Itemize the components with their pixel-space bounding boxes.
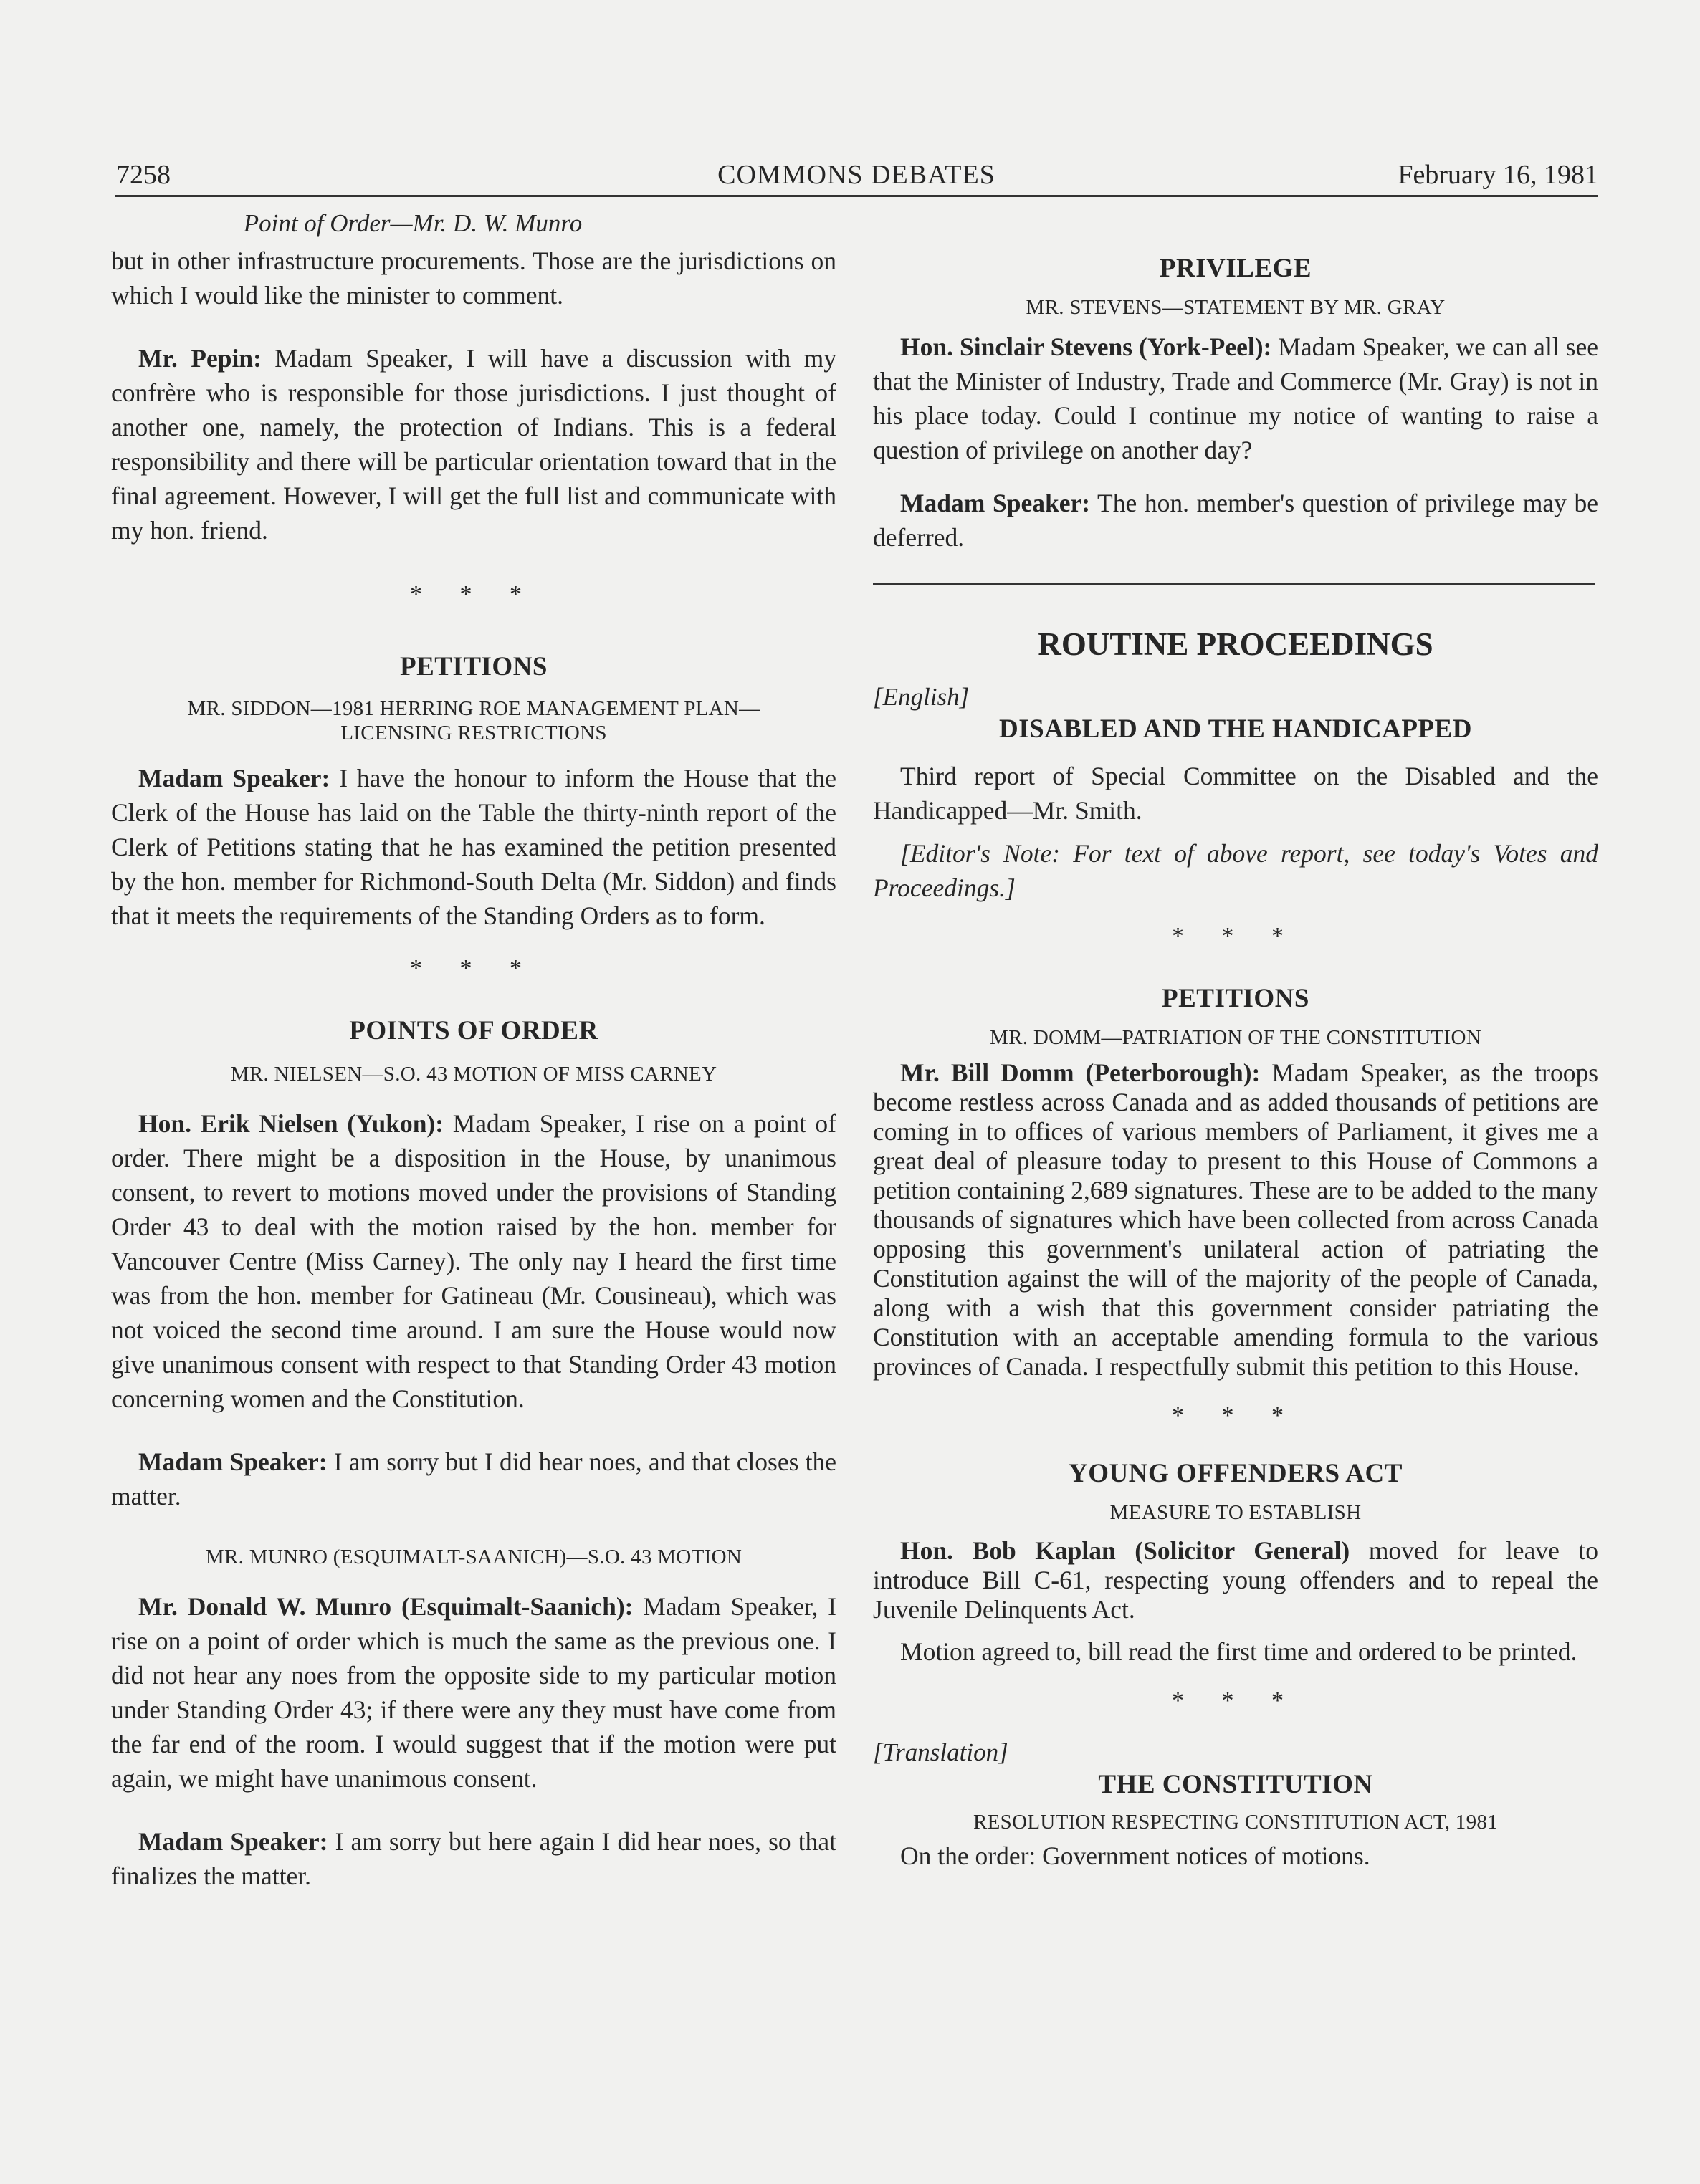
speech-text: Madam Speaker, I will have a discussion with my confrère who is responsible for those jurisdictions. I just thought of another one, namely, the protection of Indians. This is a federal responsibility and there will be particular orientation toward that in the final agreement. However, I will get the full list and communicate with my hon. friend. [111, 344, 837, 545]
speech-text: Madam Speaker, I rise on a point of order. There might be a disposition in the House, by unanimous consent, to revert to motions moved under the provisions of Standing Order 43 to deal with the motion raised by the hon. member for Vancouver Centre (Miss Carney). The only nay I heard the first time was from the hon. member for Gatineau (Mr. Cousineau), which was not voiced the second time around. I am sure the House would now give unanimous consent with respect to that Standing Order 43 motion concerning women and the Constitution. [111, 1109, 837, 1413]
paragraph [111, 1589, 836, 1796]
section-title: DISABLED AND THE HANDICAPPED [999, 714, 1472, 744]
language-marker: [Translation] [873, 1738, 1008, 1766]
section-subtitle: MR. DOMM—PATRIATION OF THE CONSTITUTION [990, 1026, 1481, 1049]
publication-title: COMMONS DEBATES [717, 160, 995, 190]
major-section-title: ROUTINE PROCEEDINGS [1038, 626, 1433, 662]
paragraph [873, 1536, 1598, 1624]
speaker-name: Madam Speaker: [138, 1447, 328, 1476]
section-title: YOUNG OFFENDERS ACT [1069, 1459, 1403, 1488]
speaker-name: Madam Speaker: [138, 764, 330, 792]
speaker-name: Mr. Pepin: [138, 344, 262, 373]
page-number: 7258 [116, 160, 171, 190]
right-column [873, 208, 1598, 1873]
section-separator: * * * [410, 955, 538, 982]
speaker-name: Hon. Bob Kaplan (Solicitor General) [900, 1536, 1350, 1565]
paragraph: On the order: Government notices of motions. [900, 1841, 1370, 1870]
section-separator: * * * [410, 581, 538, 608]
section-separator: * * * [1172, 1402, 1299, 1429]
speech-text: I have the honour to inform the House that the Clerk of the House has laid on the Table the thirty-ninth report of the Clerk of Petitions stating that he has examined the petition presented by the hon. member for Richmond-South Delta (Mr. Siddon) and finds that it meets the requirements of the Standing Orders as to form. [111, 764, 836, 930]
paragraph [873, 1058, 1598, 1381]
section-subtitle: MR. MUNRO (ESQUIMALT-SAANICH)—S.O. 43 MOTION [205, 1546, 742, 1568]
section-title: PETITIONS [399, 652, 548, 681]
speaker-name: Madam Speaker: [900, 489, 1091, 517]
section-subtitle: RESOLUTION RESPECTING CONSTITUTION ACT, 1981 [973, 1811, 1498, 1834]
section-subtitle: MR. STEVENS—STATEMENT BY MR. GRAY [1026, 296, 1446, 319]
speech-text: Madam Speaker, I rise on a point of order which is much the same as the previous one. I did not hear any noes from the opposite side to my particular motion under Standing Order 43; if there were any they must have come from the far end of the room. I would suggest that if the motion were put again, we might have unanimous consent. [111, 1592, 837, 1793]
page-header [115, 152, 1598, 197]
paragraph [111, 1824, 836, 1893]
section-title: POINTS OF ORDER [349, 1016, 598, 1045]
speech-text: I am sorry but here again I did hear noes, so that finalizes the matter. [111, 1827, 836, 1890]
speaker-name: Madam Speaker: [138, 1827, 328, 1856]
speech-text: moved for leave to introduce Bill C-61, respecting young offenders and to repeal the Juvenile Delinquents Act. [873, 1536, 1599, 1624]
speech-text: Madam Speaker, we can all see that the Minister of Industry, Trade and Commerce (Mr. Gray) is not in his place today. Could I continue my notice of wanting to raise a question of privilege on another day? [873, 332, 1598, 464]
section-subtitle: MEASURE TO ESTABLISH [1109, 1501, 1362, 1524]
speaker-name: Hon. Sinclair Stevens (York-Peel): [900, 332, 1272, 361]
page-date: February 16, 1981 [1398, 160, 1598, 190]
language-marker: [English] [873, 683, 970, 711]
paragraph: but in other infrastructure procurements. Those are the jurisdictions on which I would like the minister to comment. [111, 246, 836, 310]
speech-text: The hon. member's question of privilege may be deferred. [873, 489, 1598, 552]
section-title: PRIVILEGE [1159, 254, 1312, 283]
paragraph [111, 1106, 836, 1416]
paragraph [111, 341, 836, 547]
paragraph: Motion agreed to, bill read the first time and ordered to be printed. [900, 1637, 1577, 1666]
running-head: Point of Order—Mr. D. W. Munro [243, 209, 583, 237]
speaker-name: Mr. Donald W. Munro (Esquimalt-Saanich): [138, 1592, 634, 1621]
editor-note: [Editor's Note: For text of above report, see today's Votes and Proceedings.] [873, 839, 1598, 902]
section-subtitle: MR. NIELSEN—S.O. 43 MOTION OF MISS CARNEY [230, 1063, 717, 1086]
paragraph [873, 330, 1598, 467]
speaker-name: Hon. Erik Nielsen (Yukon): [138, 1109, 444, 1138]
speech-text: Madam Speaker, as the troops become restless across Canada and as added thousands of petitions are coming in to offices of various members of Parliament, it gives me a great deal of pleasure today to present to this House of Commons a petition containing 2,689 signatures. These are to be added to the many thousands of signatures which have been collected from across Canada opposing this government's unilateral action of patriating the Constitution against the will of the majority of the people of Canada, along with a wish that this government consider patriating the Constitution with an acceptable amending formula to the various provinces of Canada. I respectfully submit this petition to this House. [873, 1058, 1599, 1381]
left-column [111, 208, 836, 1893]
paragraph [111, 1445, 836, 1513]
section-separator: * * * [1172, 923, 1299, 949]
speaker-name: Mr. Bill Domm (Peterborough): [900, 1058, 1261, 1087]
paragraph [873, 486, 1598, 555]
section-subtitle: MR. SIDDON—1981 HERRING ROE MANAGEMENT PLAN—LICENSING RESTRICTIONS [187, 697, 760, 744]
section-title: PETITIONS [1161, 984, 1309, 1013]
paragraph [111, 761, 836, 933]
section-title: THE CONSTITUTION [1098, 1770, 1373, 1799]
section-separator: * * * [1172, 1687, 1299, 1714]
speech-text: I am sorry but I did hear noes, and that closes the matter. [111, 1447, 836, 1510]
paragraph: Third report of Special Committee on the Disabled and the Handicapped—Mr. Smith. [873, 762, 1598, 825]
